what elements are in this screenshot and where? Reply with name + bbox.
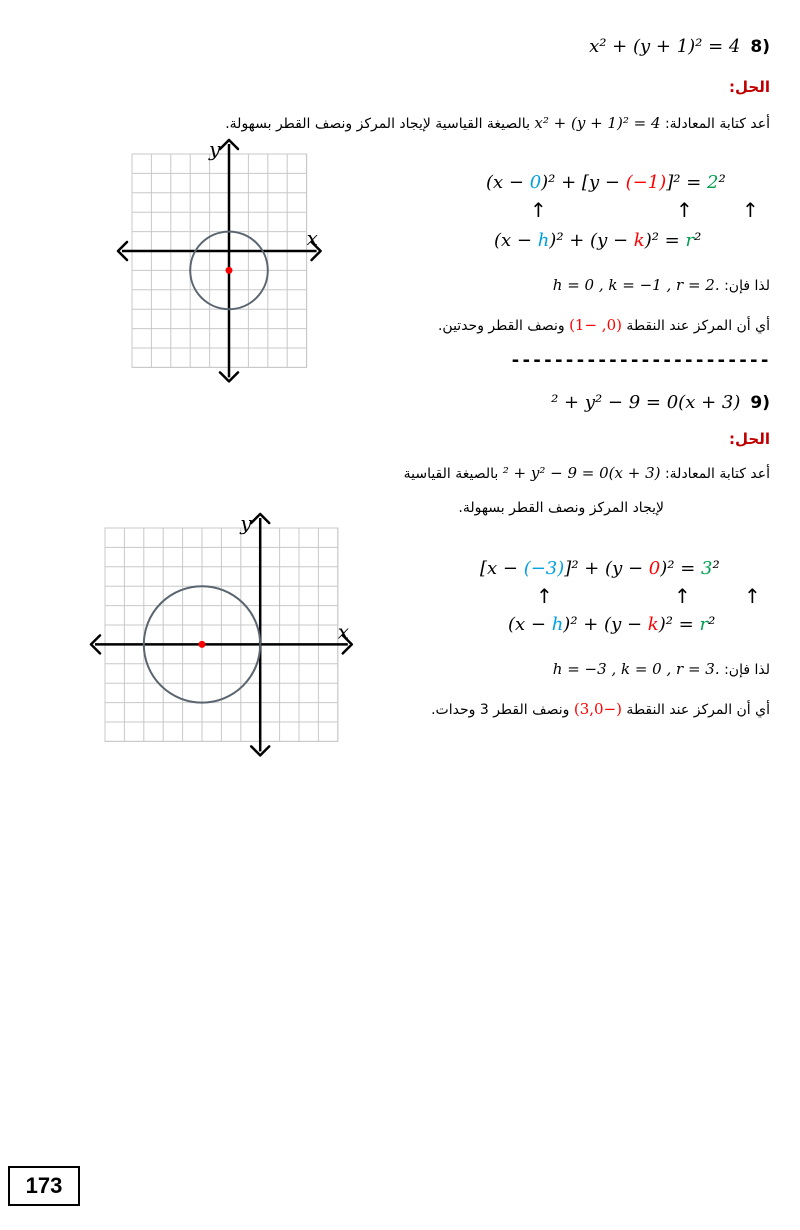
x-axis-label: x xyxy=(306,226,318,250)
instruction-equation: (x + 3)² + y² − 9 = 0 xyxy=(502,464,661,482)
center-dot xyxy=(199,641,206,648)
instruction-text xyxy=(404,464,770,482)
problem-number: (8 xyxy=(750,37,770,57)
standard-form-general: (x − h)² + (y − k)² = r² xyxy=(508,614,716,635)
standard-form-step1: [x − (−3)]² + (y − 0)² = 3² xyxy=(480,558,720,579)
values-equation: .h = 0 , k = −1 , r = 2 xyxy=(552,276,720,294)
values-prefix: لذا فإن: xyxy=(719,662,770,678)
instruction-text xyxy=(225,114,770,132)
instruction-pre: أعد كتابة المعادلة: xyxy=(660,116,770,132)
arrow-up-icon: ↑ xyxy=(530,198,547,222)
center-point: (−3,0) xyxy=(573,700,622,718)
instruction-equation: x² + (y + 1)² = 4 xyxy=(534,114,661,132)
separator: ------------------------ xyxy=(510,350,771,371)
conclusion-pre: أي أن المركز عند النقطة xyxy=(621,318,770,334)
instruction-post: بالصيغة القياسية xyxy=(403,466,503,482)
values-equation: .h = −3 , k = 0 , r = 3 xyxy=(552,660,720,678)
values-line xyxy=(553,660,770,678)
problem-number: (9 xyxy=(750,393,770,413)
conclusion-line xyxy=(438,316,770,334)
arrow-up-icon: ↑ xyxy=(744,584,761,608)
y-axis-label: y xyxy=(209,137,221,161)
conclusion-post: ونصف القطر وحدتين. xyxy=(437,318,570,334)
instruction-line2: لإيجاد المركز ونصف القطر بسهولة. xyxy=(458,500,664,516)
solution-heading: الحل: xyxy=(729,430,770,448)
instruction-pre: أعد كتابة المعادلة: xyxy=(660,466,770,482)
problem-8-title xyxy=(589,36,770,57)
problem-equation: x² + (y + 1)² = 4 xyxy=(589,36,741,57)
conclusion-post: ونصف القطر 3 وحدات. xyxy=(431,702,574,718)
values-prefix: لذا فإن: xyxy=(719,278,770,294)
solution-heading: الحل: xyxy=(729,78,770,96)
arrow-up-icon: ↑ xyxy=(742,198,759,222)
graph-problem-8 xyxy=(112,137,327,376)
values-line xyxy=(553,276,770,294)
center-point: (0, −1) xyxy=(569,316,622,334)
problem-equation: (x + 3)² + y² − 9 = 0 xyxy=(551,392,741,413)
arrow-up-icon: ↑ xyxy=(536,584,553,608)
y-axis-label: y xyxy=(240,511,252,535)
center-dot xyxy=(226,267,233,274)
graph-problem-9 xyxy=(104,511,350,750)
x-axis-label: x xyxy=(337,619,350,644)
grid-border xyxy=(132,154,307,367)
standard-form-step1: (x − 0)² + [y − (−1)]² = 2² xyxy=(486,172,726,193)
conclusion-pre: أي أن المركز عند النقطة xyxy=(621,702,770,718)
arrow-up-icon: ↑ xyxy=(676,198,693,222)
page-number: 173 xyxy=(8,1166,80,1206)
problem-9-title xyxy=(551,392,770,413)
instruction-post: بالصيغة القياسية لإيجاد المركز ونصف القطر بسهولة. xyxy=(225,116,535,132)
conclusion-line xyxy=(431,700,770,718)
standard-form-general: (x − h)² + (y − k)² = r² xyxy=(494,230,702,251)
arrow-up-icon: ↑ xyxy=(674,584,691,608)
